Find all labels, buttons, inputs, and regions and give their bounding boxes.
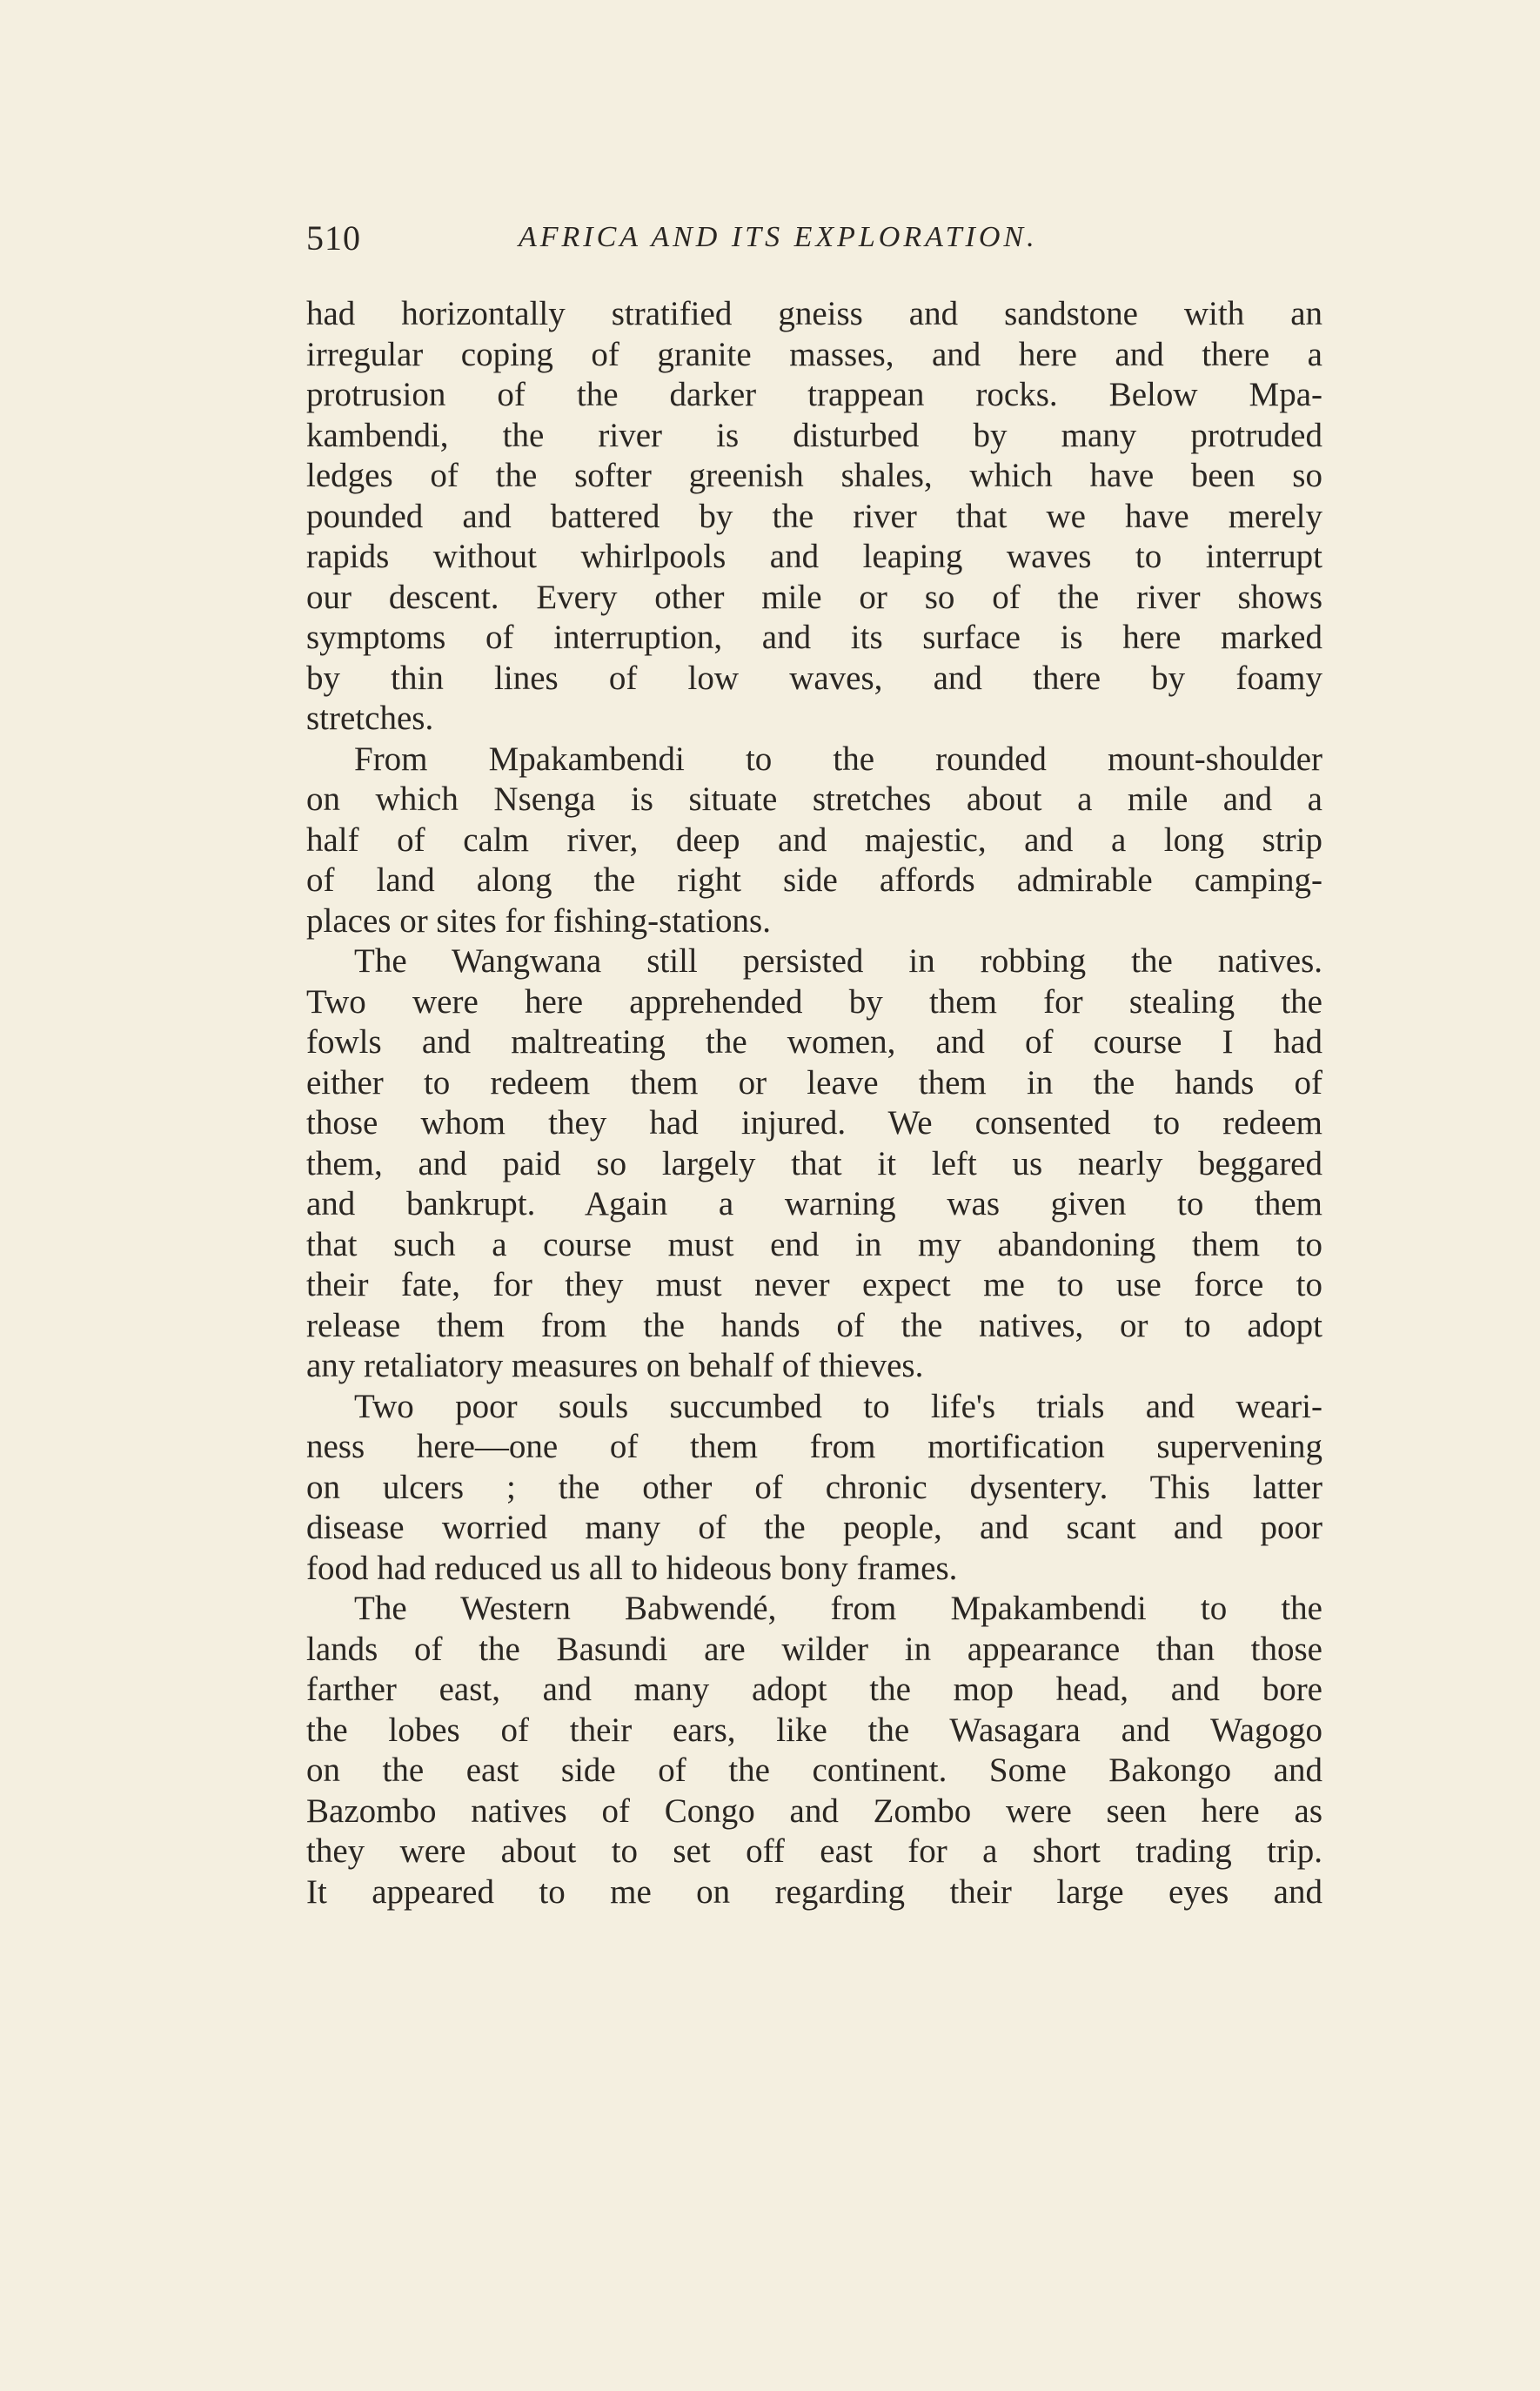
text-line: and bankrupt. Again a warning was given to them — [306, 1185, 1322, 1222]
page-number: 510 — [306, 218, 361, 258]
text-line: rapids without whirlpools and leaping waves to interrupt — [306, 538, 1322, 575]
text-line: by thin lines of low waves, and there by foamy — [306, 659, 1322, 697]
text-line: kambendi, the river is disturbed by many protruded — [306, 416, 1322, 454]
text-line: on which Nsenga is situate stretches about a mile and a — [306, 780, 1322, 818]
text-line: fowls and maltreating the women, and of course I had — [306, 1023, 1322, 1061]
text-line: the lobes of their ears, like the Wasagara and Wagogo — [306, 1711, 1322, 1749]
text-line: The Wangwana still persisted in robbing the natives. — [354, 942, 1322, 980]
body-text — [306, 294, 1322, 1912]
text-line: disease worried many of the people, and scant and poor — [306, 1509, 1322, 1546]
text-line: our descent. Every other mile or so of the river shows — [306, 578, 1322, 616]
text-line: places or sites for fishing-stations. — [306, 901, 771, 940]
text-line: protrusion of the darker trappean rocks. Below Mpa- — [306, 376, 1322, 413]
text-line: lands of the Basundi are wilder in appearance than those — [306, 1630, 1322, 1668]
text-line: on ulcers ; the other of chronic dysentery. This latter — [306, 1468, 1322, 1506]
text-line: ledges of the softer greenish shales, which have been so — [306, 457, 1322, 494]
text-line: any retaliatory measures on behalf of thieves. — [306, 1347, 924, 1384]
text-line: on the east side of the continent. Some Bakongo and — [306, 1751, 1322, 1789]
text-line: of land along the right side affords admirable camping- — [306, 861, 1322, 899]
text-line: that such a course must end in my abandoning them to — [306, 1225, 1322, 1263]
running-title: AFRICA AND ITS EXPLORATION. — [519, 221, 1038, 253]
text-line: release them from the hands of the natives, or to adopt — [306, 1306, 1322, 1344]
text-line: It appeared to me on regarding their large eyes and — [306, 1872, 1322, 1911]
text-line: The Western Babwendé, from Mpakambendi to the — [354, 1590, 1322, 1627]
text-line: From Mpakambendi to the rounded mount-shoulder — [354, 740, 1322, 778]
text-line: farther east, and many adopt the mop head, and bore — [306, 1671, 1322, 1708]
text-line: half of calm river, deep and majestic, and a long strip — [306, 820, 1322, 859]
text-line: ness here—one of them from mortification supervening — [306, 1428, 1322, 1465]
text-line: they were about to set off east for a short trading trip. — [306, 1832, 1322, 1870]
text-line: had horizontally stratified gneiss and sandstone with an — [306, 295, 1322, 332]
text-line: Bazombo natives of Congo and Zombo were seen here as — [306, 1792, 1322, 1830]
text-line: symptoms of interruption, and its surface is here marked — [306, 619, 1322, 656]
running-head — [306, 218, 1322, 270]
text-line: food had reduced us all to hideous bony frames. — [306, 1549, 958, 1587]
text-line: Two poor souls succumbed to life's trials and weari- — [354, 1387, 1322, 1425]
text-line: either to redeem them or leave them in the hands of — [306, 1063, 1322, 1102]
text-line: those whom they had injured. We consented to redeem — [306, 1104, 1322, 1142]
text-line: stretches. — [306, 700, 434, 737]
text-line: pounded and battered by the river that we have merely — [306, 497, 1322, 535]
text-line: them, and paid so largely that it left us nearly beggared — [306, 1144, 1322, 1182]
text-line: their fate, for they must never expect me to use force to — [306, 1266, 1322, 1303]
text-line: irregular coping of granite masses, and here and there a — [306, 335, 1322, 373]
text-line: Two were here apprehended by them for stealing the — [306, 982, 1322, 1021]
